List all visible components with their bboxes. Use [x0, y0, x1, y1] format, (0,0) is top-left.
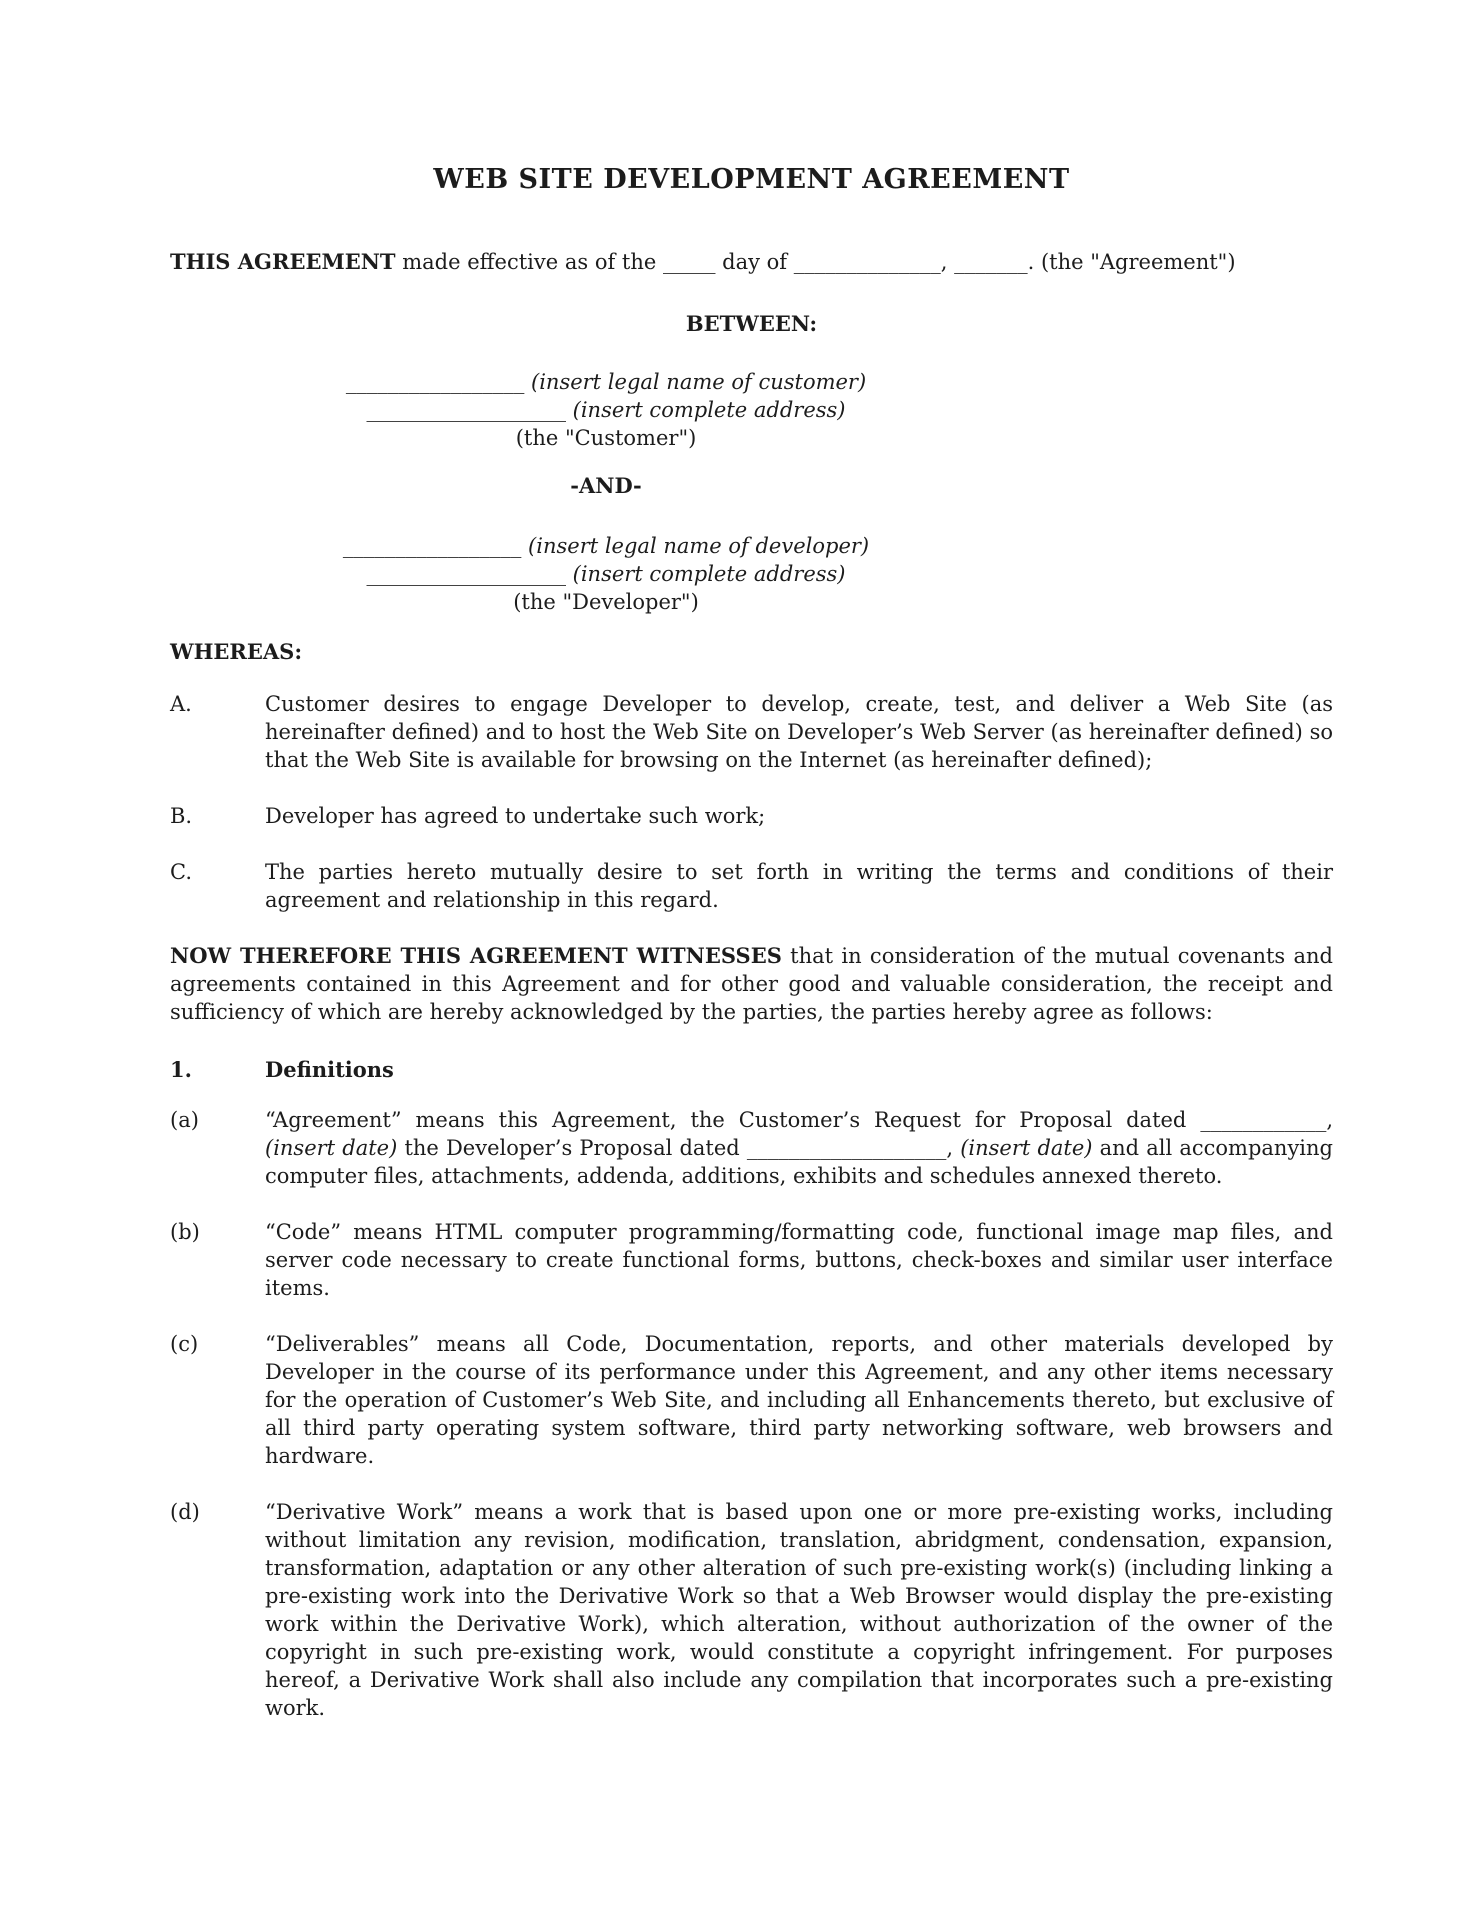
customer-name-line: [170, 368, 1042, 396]
definition-text: “Deliverables” means all Code, Documentation, reports, and other materials developed by Developer in the course of its performance under this Agreement, and any other items necessary for the operation of Customer’s Web Site, and including all Enhancements thereto, but exclusive of all third party operating system software, third party networking software, web browsers and hardware.: [265, 1332, 1333, 1468]
definition-text: [265, 1106, 1333, 1190]
definition-label: (c): [170, 1332, 199, 1356]
definition-item-c: [170, 1330, 1333, 1470]
therefore-clause: [170, 942, 1333, 1026]
section-number: 1.: [170, 1057, 192, 1082]
and-separator: -AND-: [570, 473, 642, 498]
definition-a-part1: “Agreement” means this Agreement, the Customer’s Request for Proposal dated ____________,: [265, 1108, 1333, 1132]
definition-a-part3: and all accompanying computer files, attachments, addenda, additions, exhibits and schedules annexed thereto.: [265, 1136, 1333, 1188]
therefore-text: that in consideration of the mutual covenants and agreements contained in this Agreement and for other good and valuable consideration, the receipt and sufficiency of which are hereby acknowledged by the parties, the parties hereby agree as follows:: [170, 944, 1333, 1024]
definition-label: (a): [170, 1108, 199, 1132]
customer-address-line: [170, 396, 1042, 424]
developer-designation: (the "Developer"): [513, 590, 699, 614]
definition-label: (d): [170, 1500, 200, 1524]
insert-date-note: (insert date): [265, 1136, 398, 1160]
customer-address-blank: ___________________: [366, 398, 566, 422]
developer-address-note: (insert complete address): [565, 562, 846, 586]
customer-address-note: (insert complete address): [565, 398, 846, 422]
insert-date-note: (insert date): [960, 1136, 1093, 1160]
document-title: WEB SITE DEVELOPMENT AGREEMENT: [433, 164, 1070, 195]
recital-item-a: [170, 690, 1333, 774]
developer-name-blank: _________________: [342, 534, 522, 558]
definition-text: “Code” means HTML computer programming/formatting code, functional image map files, and server code necessary to create functional forms, buttons, check-boxes and similar user interface items.: [265, 1220, 1333, 1300]
developer-block: [170, 532, 1042, 616]
recital-text: Customer desires to engage Developer to develop, create, test, and deliver a Web Site (as hereinafter defined) and to host the Web Site on Developer’s Web Server (as hereinafter defined) so that the Web Site is available for browsing on the Internet (as hereinafter defined);: [265, 692, 1333, 772]
recital-label: A.: [170, 692, 192, 716]
definition-item-d: [170, 1498, 1333, 1722]
between-label: BETWEEN:: [685, 311, 818, 336]
intro-lead: THIS AGREEMENT: [170, 249, 396, 274]
customer-designation: (the "Customer"): [515, 426, 697, 450]
customer-name-note: (insert legal name of customer): [524, 370, 867, 394]
developer-address-blank: ___________________: [366, 562, 566, 586]
recital-label: B.: [170, 804, 193, 828]
customer-name-blank: _________________: [345, 370, 525, 394]
whereas-label: WHEREAS:: [170, 639, 303, 664]
developer-name-note: (insert legal name of developer): [521, 534, 870, 558]
recital-label: C.: [170, 860, 192, 884]
recital-text: The parties hereto mutually desire to set forth in writing the terms and conditions of their agreement and relationship in this regard.: [265, 860, 1333, 912]
definitions-heading: [170, 1056, 1333, 1084]
therefore-lead: NOW THEREFORE THIS AGREEMENT WITNESSES: [170, 943, 782, 968]
intro-text: made effective as of the _____ day of ______________, _______. (the "Agreement"): [395, 250, 1236, 274]
customer-block: [170, 368, 1042, 452]
recital-item-b: [170, 802, 1333, 830]
intro-clause: [170, 248, 1333, 276]
recital-text: Developer has agreed to undertake such work;: [265, 804, 766, 828]
definition-item-b: [170, 1218, 1333, 1302]
developer-address-line: [170, 560, 1042, 588]
definition-label: (b): [170, 1220, 200, 1244]
definition-text: “Derivative Work” means a work that is based upon one or more pre-existing works, including without limitation any revision, modification, translation, abridgment, condensation, expansion, transformation, adaptation or any other alteration of such pre-existing work(s) (including linking a pre-existing work into the Derivative Work so that a Web Browser would display the pre-existing work within the Derivative Work), which alteration, without authorization of the owner of the copyright in such pre-existing work, would constitute a copyright infringement. For purposes hereof, a Derivative Work shall also include any compilation that incorporates such a pre-existing work.: [265, 1500, 1333, 1720]
section-title: Definitions: [265, 1057, 394, 1082]
definition-a-part2: the Developer’s Proposal dated ___________________,: [397, 1136, 961, 1160]
developer-name-line: [170, 532, 1042, 560]
definition-item-a: [170, 1106, 1333, 1190]
recital-item-c: [170, 858, 1333, 914]
